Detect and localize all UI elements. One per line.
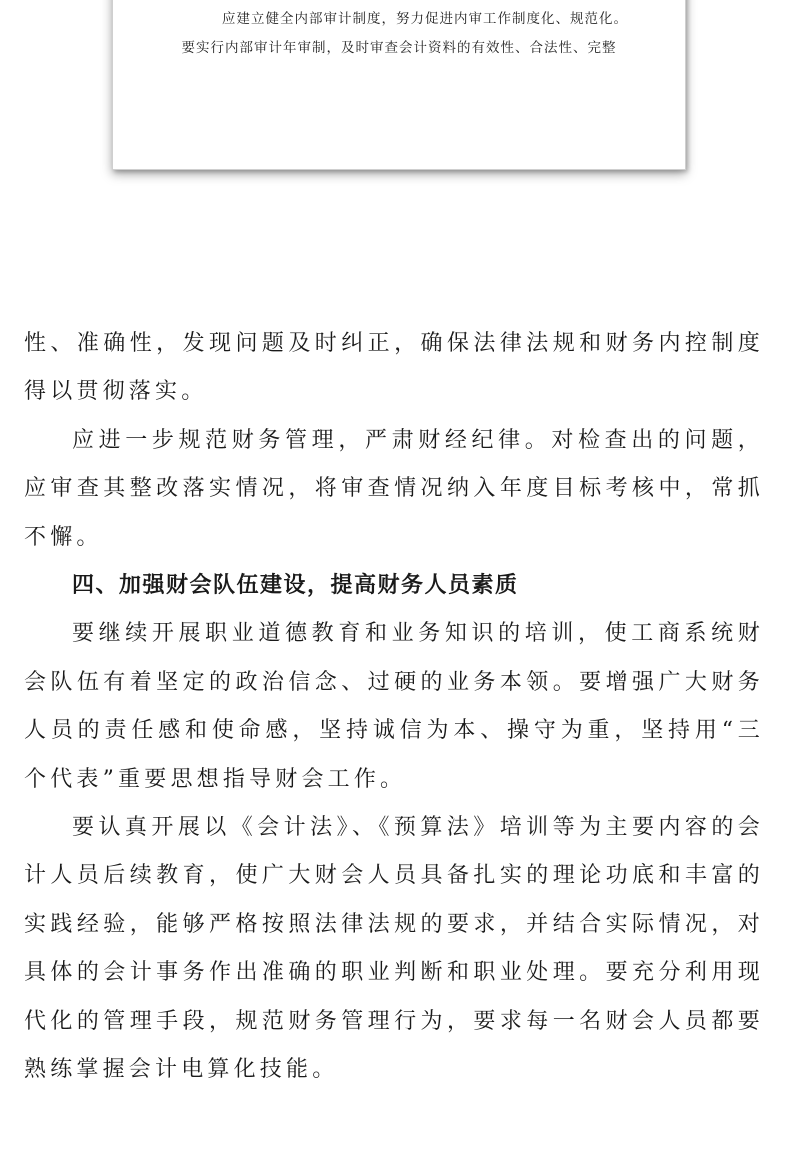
paragraph-financial-management: 应进一步规范财务管理，严肃财经纪律。对检查出的问题，应审查其整改落实情况，将审查情况纳入年度目标考核中，常抓不懈。 — [24, 427, 764, 550]
previous-page-line-2: 要实行内部审计年审制，及时审查会计资料的有效性、合法性、完整 — [181, 40, 617, 56]
previous-page-card — [112, 0, 686, 170]
paragraph-continuing-education: 要认真开展以《会计法》、《预算法》培训等为主要内容的会计人员后续教育，使广大财会人员具备扎实的理论功底和丰富的实践经验，能够严格按照法律法规的要求，并结合实际情况，对具体的会计事务作出准确的职业判断和职业处理。要充分利用现代化的管理手段，规范财务管理行为，要求每一名财会人员都要熟练掌握会计电算化技能。 — [24, 815, 764, 1083]
previous-page-line-1: 应建立健全内部审计制度，努力促进内审工作制度化、规范化。 — [222, 11, 628, 27]
paragraph-continuation: 性、准确性，发现问题及时纠正，确保法律法规和财务内控制度得以贯彻落实。 — [24, 331, 764, 405]
document-body — [24, 320, 764, 1095]
section-heading: 四、加强财会队伍建设，提高财务人员素质 — [72, 573, 519, 599]
paragraph-training: 要继续开展职业道德教育和业务知识的培训，使工商系统财会队伍有着坚定的政治信念、过硬的业务本领。要增强广大财务人员的责任感和使命感，坚持诚信为本、操守为重，坚持用“三个代表”重要思想指导财会工作。 — [24, 621, 764, 792]
